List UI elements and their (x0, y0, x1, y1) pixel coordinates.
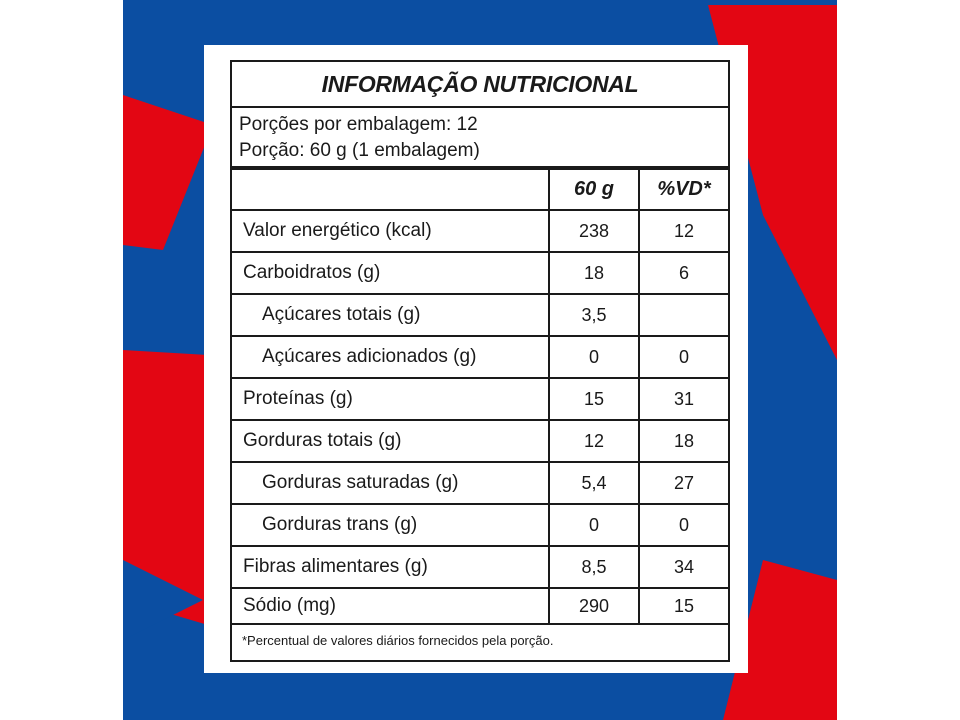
nutrient-dv: 0 (678, 514, 689, 535)
table-row (232, 337, 728, 379)
servings-per-package: Porções por embalagem: 12 (239, 114, 478, 135)
nutrient-name: Gorduras totais (g) (243, 430, 402, 451)
table-row (232, 547, 728, 589)
column-header-dv: %VD* (657, 178, 711, 200)
table-row (232, 211, 728, 253)
nutrient-amount: 238 (578, 220, 610, 241)
nutrient-name: Sódio (mg) (243, 595, 336, 616)
nutrient-amount: 18 (583, 262, 605, 283)
table-title: INFORMAÇÃO NUTRICIONAL (232, 62, 728, 108)
nutrient-amount: 5,4 (581, 472, 607, 493)
nutrient-dv: 12 (673, 220, 695, 241)
nutrient-amount: 0 (588, 514, 599, 535)
table-row (232, 505, 728, 547)
column-divider (638, 170, 640, 625)
nutrient-amount: 15 (583, 388, 605, 409)
table-row (232, 379, 728, 421)
table-row (232, 463, 728, 505)
nutrient-amount: 3,5 (581, 304, 607, 325)
nutrient-dv: 31 (673, 388, 695, 409)
table-row (232, 253, 728, 295)
nutrient-name: Carboidratos (g) (243, 262, 381, 283)
nutrition-facts-table (230, 60, 730, 662)
column-divider (548, 170, 550, 625)
table-row (232, 589, 728, 625)
nutrient-dv: 6 (678, 262, 689, 283)
nutrient-amount: 290 (578, 595, 610, 616)
nutrient-dv: 0 (678, 346, 689, 367)
nutrient-name: Fibras alimentares (g) (243, 556, 428, 577)
column-header-amount: 60 g (573, 178, 615, 200)
nutrient-dv: 34 (673, 556, 695, 577)
nutrient-name: Gorduras trans (g) (262, 514, 418, 535)
nutrient-dv: 18 (673, 430, 695, 451)
nutrient-name: Açúcares adicionados (g) (262, 346, 477, 367)
nutrient-name: Gorduras saturadas (g) (262, 472, 459, 493)
nutrient-amount: 12 (583, 430, 605, 451)
nutrient-name: Proteínas (g) (243, 388, 353, 409)
nutrient-amount: 8,5 (581, 556, 607, 577)
table-row (232, 421, 728, 463)
nutrient-amount: 0 (588, 346, 599, 367)
table-row (232, 295, 728, 337)
nutrient-dv: 27 (673, 472, 695, 493)
nutrient-name: Valor energético (kcal) (243, 220, 432, 241)
label-card (204, 45, 748, 673)
column-header-row (232, 170, 728, 211)
serving-size: Porção: 60 g (1 embalagem) (239, 140, 480, 161)
nutrient-name: Açúcares totais (g) (262, 304, 421, 325)
footnote: *Percentual de valores diários fornecidos pela porção. (242, 633, 554, 648)
portion-info (232, 106, 728, 170)
nutrient-dv: 15 (673, 595, 695, 616)
nutrient-dv (640, 295, 728, 335)
